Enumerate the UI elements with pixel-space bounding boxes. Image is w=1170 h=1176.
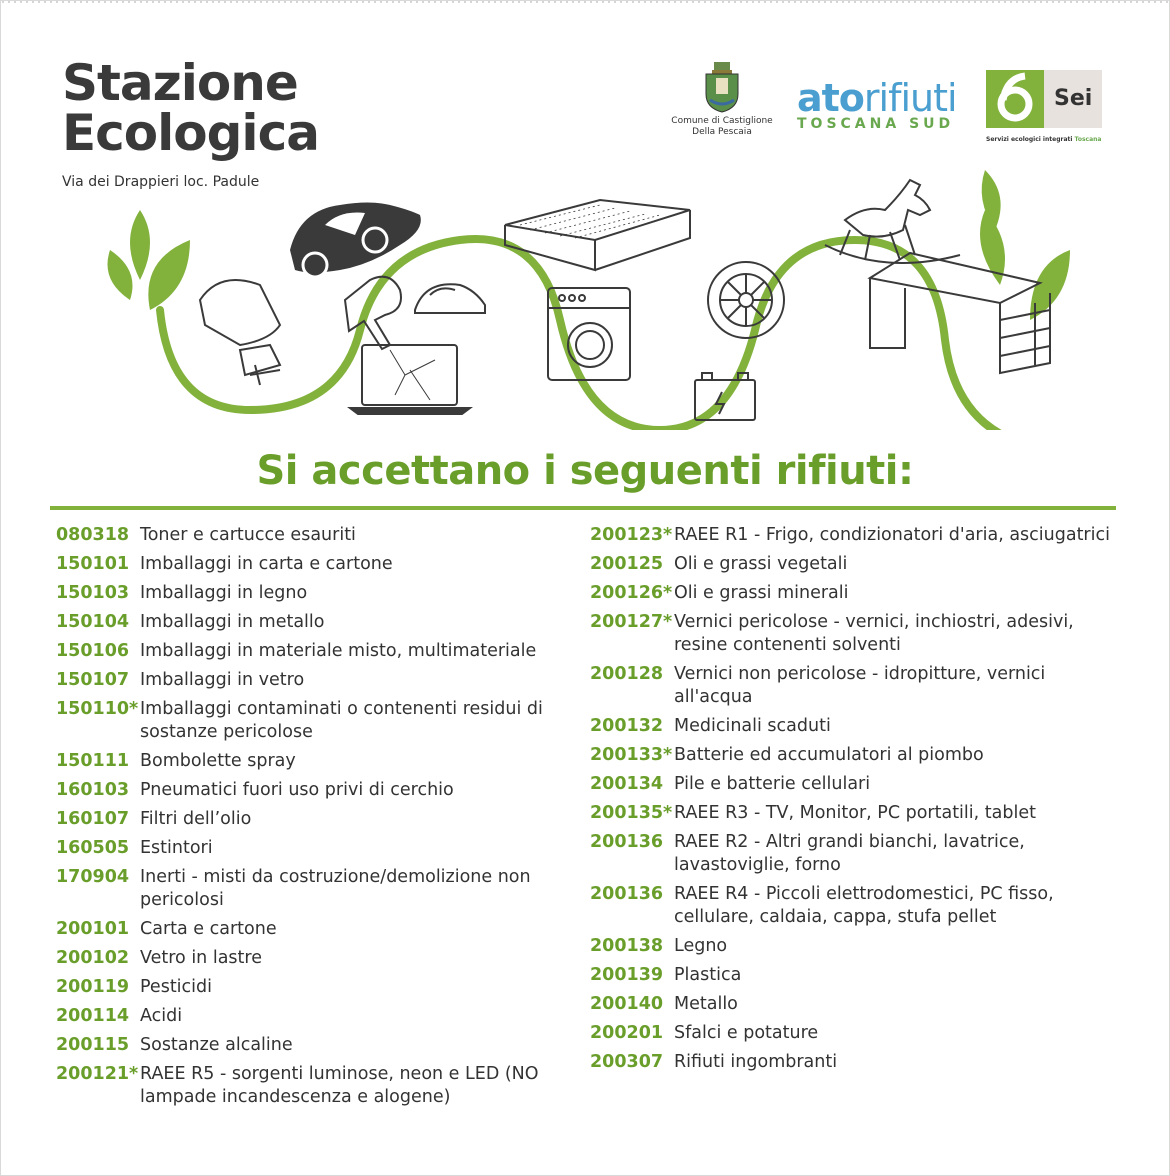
waste-list-item: [590, 1022, 1120, 1045]
waste-list-item: [590, 773, 1120, 796]
desk-icon: [870, 253, 1050, 373]
waste-list-item: [56, 750, 556, 773]
address: Via dei Drappieri loc. Padule: [62, 174, 260, 190]
waste-description: Legno: [674, 936, 728, 956]
waste-description: Vernici non pericolose - idropitture, vernici all'acqua: [674, 664, 1046, 707]
title-line-2: Ecologica: [62, 104, 319, 162]
waste-code: 170904: [56, 867, 130, 887]
waste-list-item: [56, 808, 556, 831]
waste-list-item: [590, 553, 1120, 576]
waste-list-left: [56, 524, 556, 1115]
sei-logo: [986, 70, 1104, 143]
waste-code: 200121*: [56, 1064, 139, 1084]
waste-description: Inerti - misti da costruzione/demolizione non pericolosi: [140, 867, 531, 910]
comune-caption: Comune di Castiglione Della Pescaia: [671, 116, 773, 137]
waste-list-item: [56, 553, 556, 576]
waste-description: RAEE R3 - TV, Monitor, PC portatili, tablet: [674, 803, 1036, 823]
waste-description: Vetro in lastre: [140, 948, 262, 968]
waste-code: 200140: [590, 994, 664, 1014]
waste-description: Imballaggi contaminati o contenenti residui di sostanze pericolose: [140, 699, 543, 742]
waste-code: 200139: [590, 965, 664, 985]
waste-code: 150103: [56, 583, 130, 603]
waste-list-item: [56, 1005, 556, 1028]
waste-code: 200102: [56, 948, 130, 968]
waste-code: 200136: [590, 884, 664, 904]
leaf-icon: [980, 170, 1070, 320]
waste-code: 200138: [590, 936, 664, 956]
waste-code: 200126*: [590, 583, 673, 603]
waste-list-item: [590, 582, 1120, 605]
waste-list-item: [56, 918, 556, 941]
waste-code: 080318: [56, 525, 130, 545]
waste-code: 200119: [56, 977, 130, 997]
waste-description: Oli e grassi minerali: [674, 583, 849, 603]
waste-description: Carta e cartone: [140, 919, 277, 939]
waste-list-item: [590, 964, 1120, 987]
waste-description: Filtri dell’olio: [140, 809, 252, 829]
waste-code: 200201: [590, 1023, 664, 1043]
waste-description: RAEE R5 - sorgenti luminose, neon e LED (NO lampade incandescenza e alogene): [140, 1064, 539, 1107]
waste-list-item: [56, 698, 556, 744]
laptop-icon: [350, 345, 470, 414]
sei-tagline-main: Servizi ecologici integrati: [986, 136, 1073, 143]
waste-description: Batterie ed accumulatori al piombo: [674, 745, 984, 765]
waste-code: 200128: [590, 664, 664, 684]
waste-list-item: [56, 524, 556, 547]
waste-code: 150110*: [56, 699, 139, 719]
waste-code: 200133*: [590, 745, 673, 765]
page-title: [62, 54, 319, 162]
waste-list-item: [56, 866, 556, 912]
waste-description: Pesticidi: [140, 977, 212, 997]
waste-description: Bombolette spray: [140, 751, 296, 771]
waste-description: Pile e batterie cellulari: [674, 774, 871, 794]
waste-list-item: [590, 802, 1120, 825]
waste-list-item: [56, 779, 556, 802]
waste-list-item: [590, 831, 1120, 877]
waste-description: Oli e grassi vegetali: [674, 554, 848, 574]
waste-description: RAEE R4 - Piccoli elettrodomestici, PC fisso, cellulare, caldaia, cappa, stufa pellet: [674, 884, 1054, 927]
ato-region: TOSCANA SUD: [797, 116, 955, 132]
sei-tagline-accent: Toscana: [1074, 136, 1102, 143]
waste-code: 160505: [56, 838, 130, 858]
ato-brand-light: rifiuti: [863, 76, 957, 120]
waste-code: 200132: [590, 716, 664, 736]
comune-logo: [666, 60, 778, 138]
waste-list-item: [590, 935, 1120, 958]
waste-list-item: [590, 883, 1120, 929]
waste-description: Imballaggi in metallo: [140, 612, 325, 632]
waste-description: Sostanze alcaline: [140, 1035, 293, 1055]
waste-code: 200135*: [590, 803, 673, 823]
waste-description: Estintori: [140, 838, 213, 858]
waste-code: 200123*: [590, 525, 673, 545]
waste-list-item: [56, 947, 556, 970]
waste-description: Rifiuti ingombranti: [674, 1052, 838, 1072]
waste-code: 160107: [56, 809, 130, 829]
leaf-icon: [108, 210, 191, 310]
waste-code: 200114: [56, 1006, 130, 1026]
waste-code: 150101: [56, 554, 130, 574]
waste-list-item: [590, 1051, 1120, 1074]
waste-code: 150107: [56, 670, 130, 690]
waste-list-item: [56, 1063, 556, 1109]
waste-code: 200136: [590, 832, 664, 852]
accepted-waste-heading: Si accettano i seguenti rifiuti:: [256, 448, 914, 494]
waste-list-right: [590, 524, 1120, 1080]
waste-code: 200307: [590, 1052, 664, 1072]
waste-code: 200125: [590, 554, 664, 574]
heading-divider: [50, 506, 1116, 510]
top-dotted-border: [0, 0, 1170, 4]
waste-list-item: [56, 611, 556, 634]
waste-description: RAEE R2 - Altri grandi bianchi, lavatrice, lavastoviglie, forno: [674, 832, 1025, 875]
crest-icon: [700, 60, 744, 114]
waste-description: Imballaggi in materiale misto, multimateriale: [140, 641, 537, 661]
waste-list-item: [590, 744, 1120, 767]
waste-code: 160103: [56, 780, 130, 800]
waste-code: 150111: [56, 751, 130, 771]
armchair-icon: [200, 280, 280, 385]
ato-brand-bold: ato: [797, 76, 864, 120]
waste-description: Acidi: [140, 1006, 183, 1026]
waste-code: 150106: [56, 641, 130, 661]
waste-list-item: [590, 524, 1120, 547]
waste-list-item: [56, 640, 556, 663]
waste-code: 200101: [56, 919, 130, 939]
waste-code: 200134: [590, 774, 664, 794]
waste-description: Imballaggi in legno: [140, 583, 308, 603]
waste-list-item: [56, 837, 556, 860]
waste-description: Vernici pericolose - vernici, inchiostri, adesivi, resine contenenti solventi: [674, 612, 1074, 655]
waste-list-item: [590, 715, 1120, 738]
waste-list-item: [56, 1034, 556, 1057]
ato-rifiuti-logo: [797, 78, 957, 132]
waste-description: Metallo: [674, 994, 738, 1014]
iron-icon: [415, 284, 485, 313]
waste-list-item: [56, 669, 556, 692]
waste-code: 150104: [56, 612, 130, 632]
hairdryer-icon: [345, 277, 401, 349]
waste-description: RAEE R1 - Frigo, condizionatori d'aria, asciugatrici: [674, 525, 1110, 545]
waste-list-item: [56, 582, 556, 605]
waste-description: Sfalci e potature: [674, 1023, 819, 1043]
waste-code: 200115: [56, 1035, 130, 1055]
waste-list-item: [590, 663, 1120, 709]
tire-icon: [708, 262, 784, 338]
waste-description: Toner e cartucce esauriti: [140, 525, 356, 545]
waste-description: Plastica: [674, 965, 742, 985]
waste-description: Medicinali scaduti: [674, 716, 831, 736]
waste-description: Pneumatici fuori uso privi di cerchio: [140, 780, 454, 800]
waste-description: Imballaggi in carta e cartone: [140, 554, 393, 574]
sei-name: Sei: [1054, 86, 1093, 111]
waste-list-item: [590, 611, 1120, 657]
waste-list-item: [56, 976, 556, 999]
title-line-1: Stazione: [62, 54, 298, 112]
waste-code: 200127*: [590, 612, 673, 632]
waste-illustration: [100, 170, 1070, 430]
waste-description: Imballaggi in vetro: [140, 670, 305, 690]
sei-tagline: [986, 136, 1104, 143]
waste-list-item: [590, 993, 1120, 1016]
